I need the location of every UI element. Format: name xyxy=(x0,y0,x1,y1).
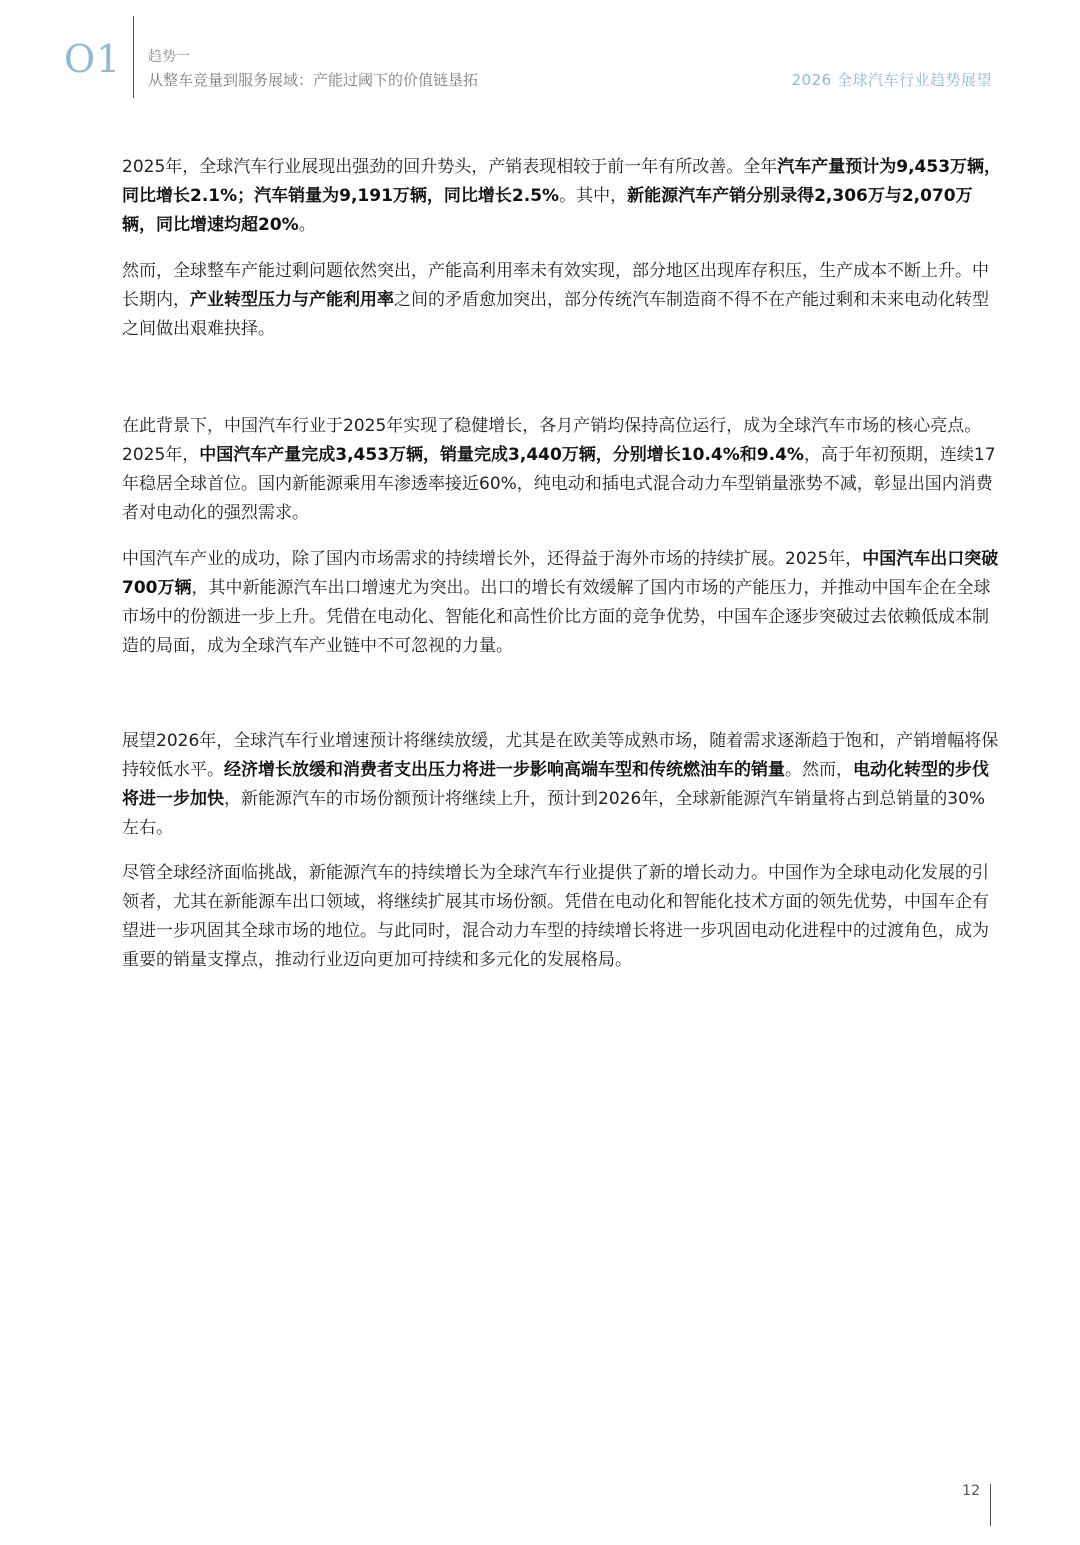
text-run: 。然而， xyxy=(785,760,853,780)
bold-text-run: 产业转型压力与产能利用率 xyxy=(190,290,394,310)
text-run: 展望2026年，全球汽车行业增速预计将继续放缓，尤其是在欧美等成熟市场，随着需求逐渐趋于饱和，产销增幅将保持较低水平。 xyxy=(122,731,999,780)
paragraph-1 xyxy=(122,153,1002,240)
text-run: 。其中， xyxy=(559,186,628,206)
text-run: ，新能源汽车的市场份额预计将继续上升，预计到2026年，全球新能源汽车销量将占到总销量的30%左右。 xyxy=(122,789,986,838)
bold-text-run: 汽车产量预计为9,453万辆，同比增长2.1%；汽车销量为9,191万辆，同比增长2.5% xyxy=(122,157,1002,206)
text-run: 然而，全球整车产能过剩问题依然突出，产能高利用率未有效实现，部分地区出现库存积压，生产成本不断上升。中长期内， xyxy=(122,261,989,310)
section-number: O1 xyxy=(64,37,122,81)
section-title: 从整车竞量到服务展域：产能过阈下的价值链垦拓 xyxy=(148,71,479,89)
bold-text-run: 电动化转型的步伐将进一步加快 xyxy=(122,760,989,809)
paragraph-4 xyxy=(122,545,1002,661)
text-run: 2025年，全球汽车行业展现出强劲的回升势头，产销表现相较于前一年有所改善。全年 xyxy=(122,157,778,177)
text-run: 之间的矛盾愈加突出，部分传统汽车制造商不得不在产能过剩和未来电动化转型之间做出艰难抉择。 xyxy=(122,290,989,339)
paragraph-3 xyxy=(122,412,1002,528)
paragraph-6 xyxy=(122,859,1002,975)
bold-text-run: 中国汽车出口突破700万辆 xyxy=(122,549,999,598)
text-run: 。 xyxy=(298,215,316,235)
text-run: ，高于年初预期，连续17年稳居全球首位。国内新能源乘用车渗透率接近60%，纯电动和插电式混合动力车型销量涨势不减，彰显出国内消费者对电动化的强烈需求。 xyxy=(122,445,996,523)
text-run: ，其中新能源汽车出口增速尤为突出。出口的增长有效缓解了国内市场的产能压力，并推动中国车企在全球市场中的份额进一步上升。凭借在电动化、智能化和高性价比方面的竞争优势，中国车企逐步突破过去依赖低成本制造的局面，成为全球汽车产业链中不可忽视的力量。 xyxy=(122,578,991,656)
report-title: 2026 全球汽车行业趋势展望 xyxy=(791,71,992,89)
page-number: 12 xyxy=(962,1483,980,1499)
bold-text-run: 经济增长放缓和消费者支出压力将进一步影响高端车型和传统燃油车的销量 xyxy=(224,760,785,780)
footer-divider xyxy=(990,1484,991,1526)
section-kicker: 趋势一 xyxy=(148,49,190,65)
bold-text-run: 中国汽车产量完成3,453万辆，销量完成3,440万辆，分别增长10.4%和9.4% xyxy=(199,445,804,465)
header-divider xyxy=(133,16,134,98)
paragraph-2 xyxy=(122,257,1002,344)
bold-text-run: 新能源汽车产销分别录得2,306万与2,070万辆，同比增速均超20% xyxy=(122,186,973,235)
text-run: 尽管全球经济面临挑战，新能源汽车的持续增长为全球汽车行业提供了新的增长动力。中国作为全球电动化发展的引领者，尤其在新能源车出口领域，将继续扩展其市场份额。凭借在电动化和智能化技术方面的领先优势，中国车企有望进一步巩固其全球市场的地位。与此同时，混合动力车型的持续增长将进一步巩固电动化进程中的过渡角色，成为重要的销量支撑点，推动行业迈向更加可持续和多元化的发展格局。 xyxy=(122,863,989,970)
paragraph-5 xyxy=(122,727,1002,843)
text-run: 在此背景下，中国汽车行业于2025年实现了稳健增长，各月产销均保持高位运行，成为全球汽车市场的核心亮点。2025年， xyxy=(122,416,982,465)
text-run: 中国汽车产业的成功，除了国内市场需求的持续增长外，还得益于海外市场的持续扩展。2025年， xyxy=(122,549,863,569)
